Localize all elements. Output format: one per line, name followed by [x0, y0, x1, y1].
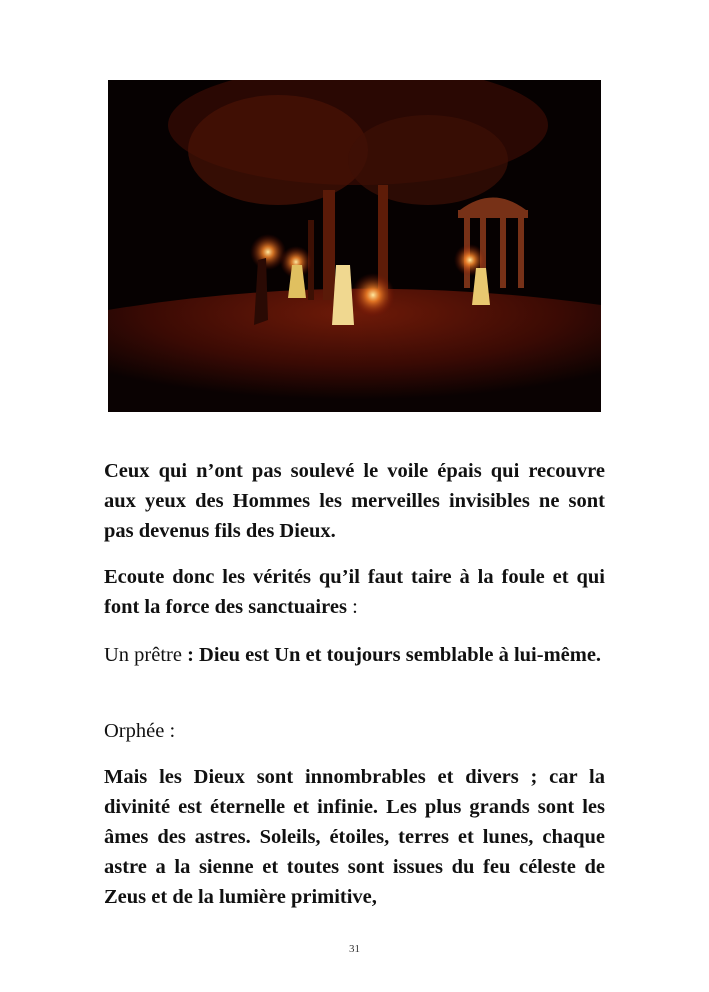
- paragraph-listen-tail: :: [346, 596, 358, 618]
- speaker-orpheus: Orphée :: [104, 720, 176, 742]
- paragraph-gods: Mais les Dieux sont innombrables et divers ; car la divinité est éternelle et infinie. Les plus grands sont les âmes des astres. Soleils, étoiles, terres et lunes, chaque astre a la sienne et toutes sont issues du feu céleste de Zeus et de la lumière primitive,: [104, 766, 605, 908]
- speaker-priest: Un prêtre: [104, 644, 182, 666]
- ritual-torches-image: [108, 80, 601, 412]
- paragraph-listen: [104, 562, 605, 622]
- paragraph-priest: [104, 640, 605, 670]
- ritual-photo: [108, 80, 601, 412]
- paragraph-intro: Ceux qui n’ont pas soulevé le voile épais qui recouvre aux yeux des Hommes les merveilles invisibles ne sont pas devenus fils des Dieux.: [104, 460, 605, 542]
- priest-speech: : Dieu est Un et toujours semblable à lui-même.: [181, 644, 602, 666]
- paragraph-listen-bold: Ecoute donc les vérités qu’il faut taire à la foule et qui font la force des sanctuaires: [104, 566, 605, 618]
- page-number: 31: [349, 943, 360, 955]
